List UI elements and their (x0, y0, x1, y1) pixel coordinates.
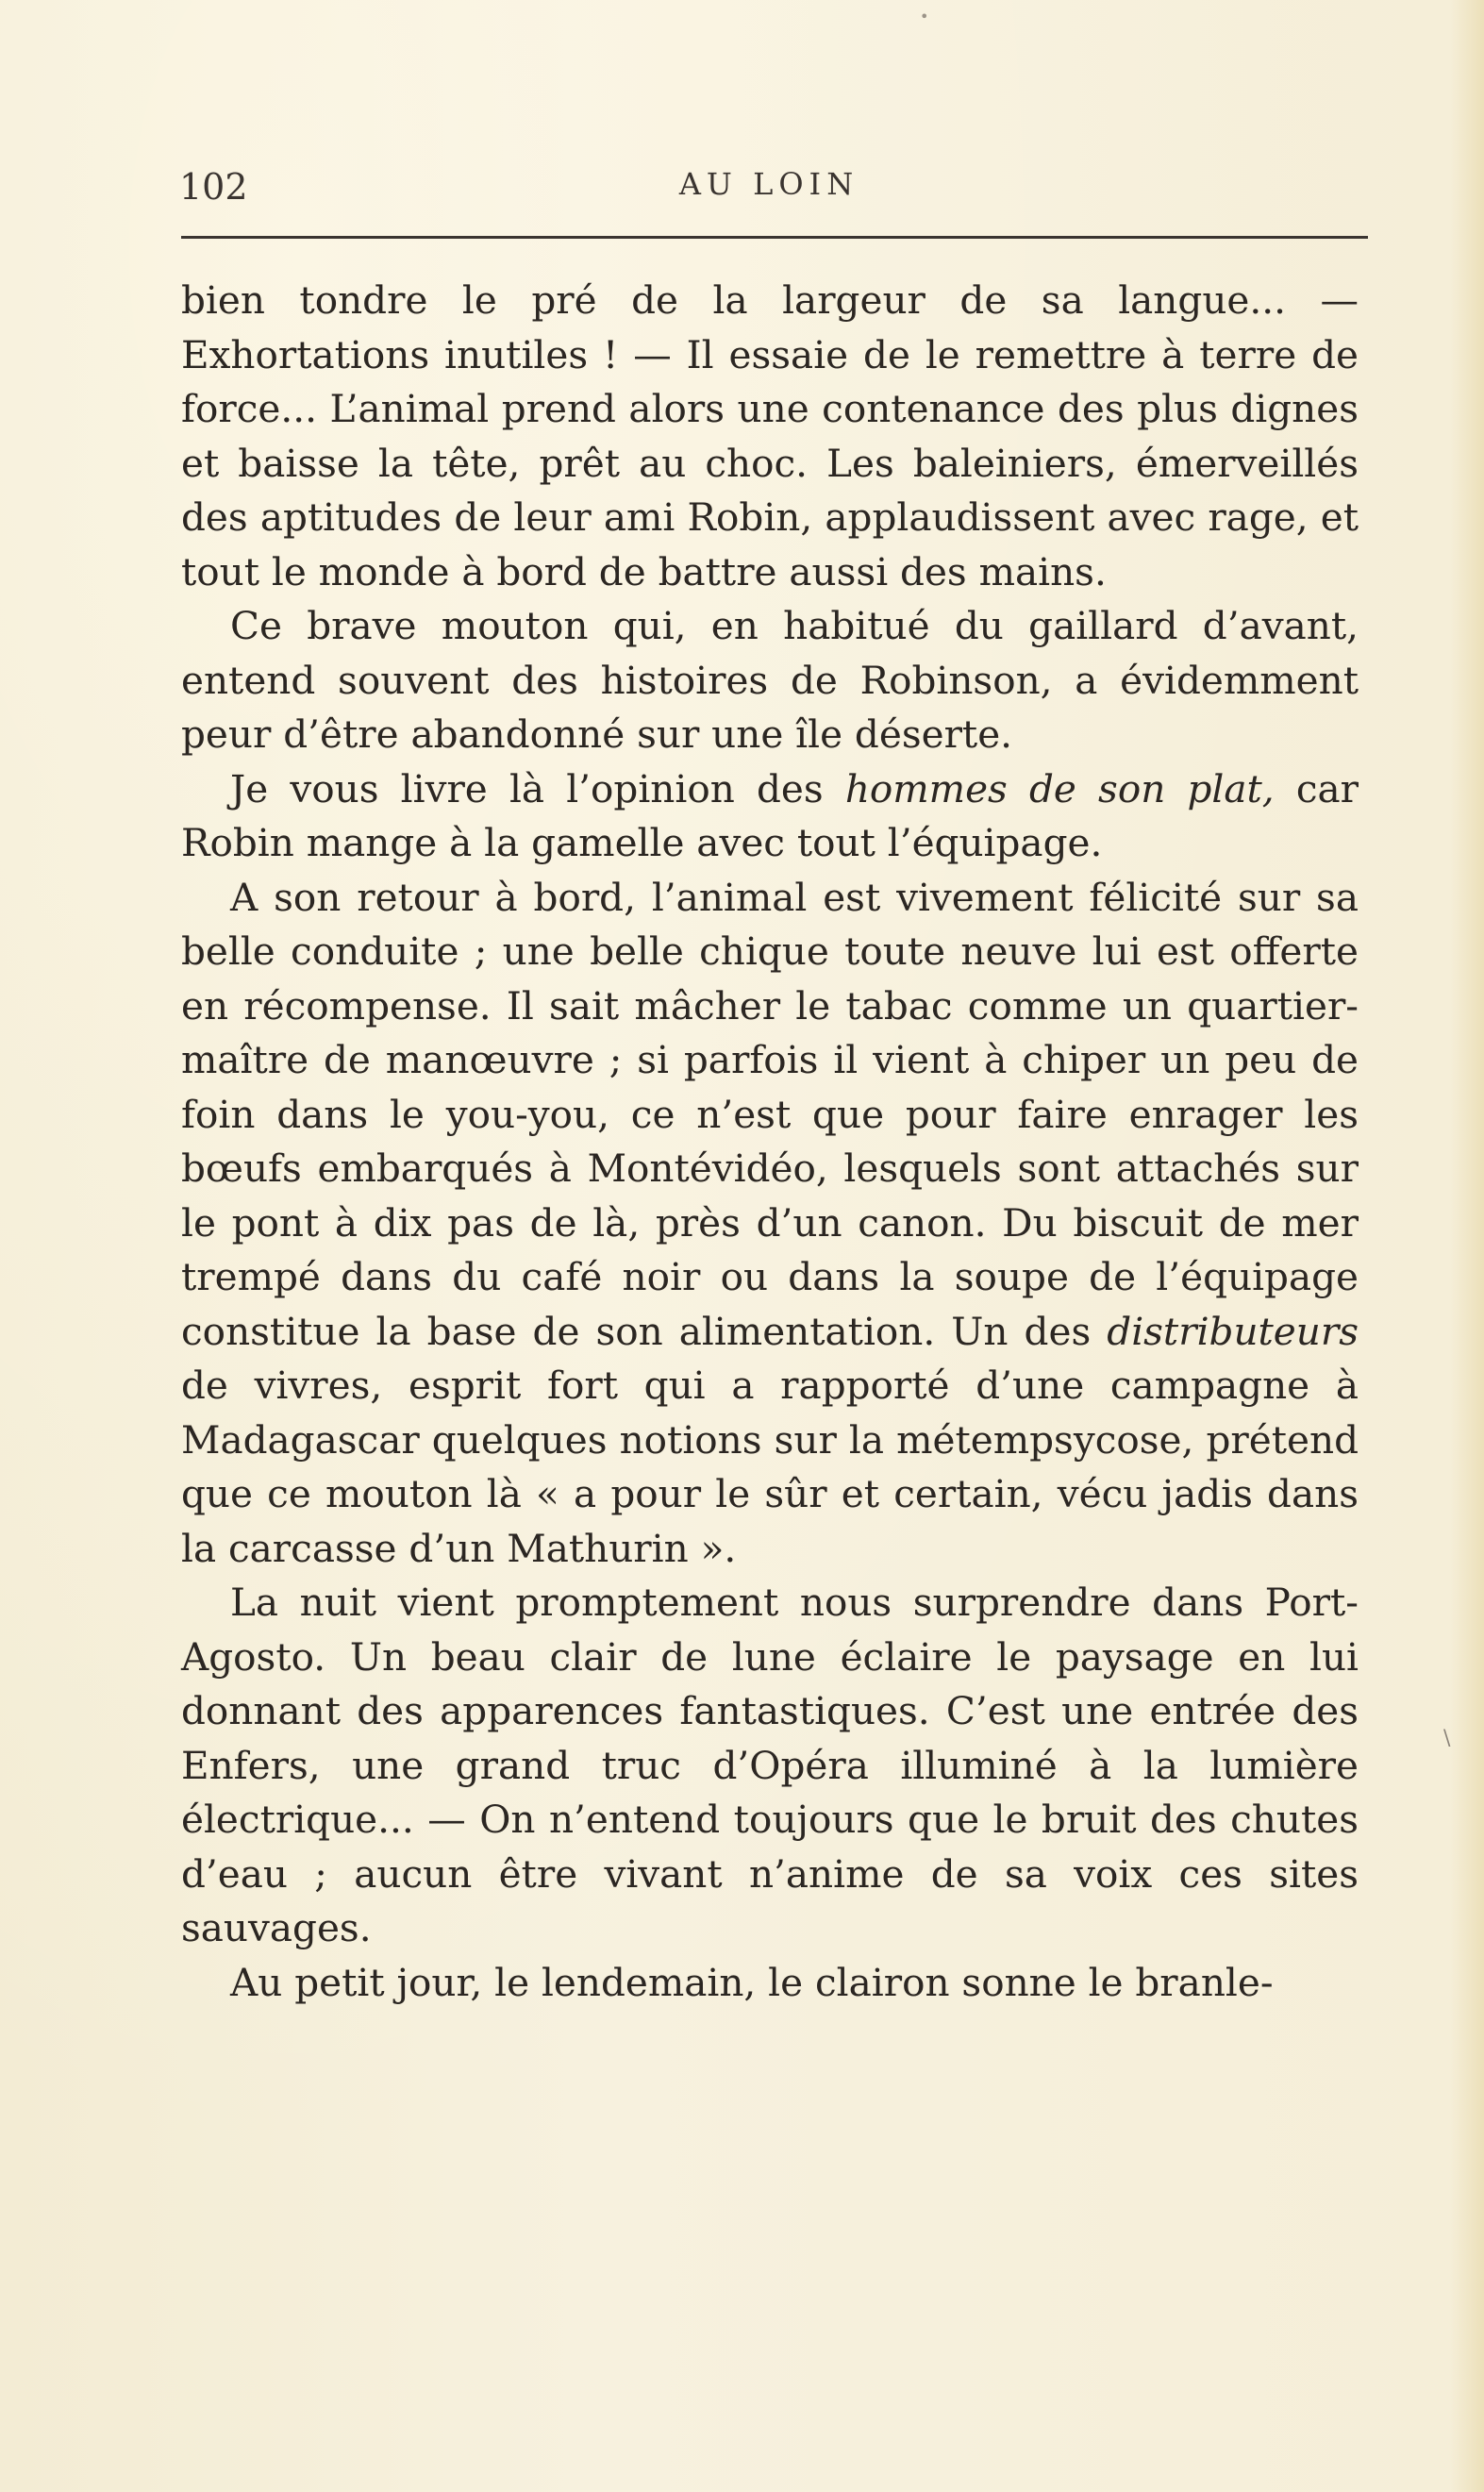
paragraph-3-text-before: Je vous livre là l’opinion des (230, 765, 845, 811)
paragraph-2 (181, 599, 1359, 762)
page-edge-shadow (1450, 0, 1484, 2492)
paper-speck: • (920, 8, 929, 25)
page-number: 102 (179, 166, 248, 208)
margin-mark: \ (1443, 1727, 1451, 1750)
header-rule (181, 236, 1368, 239)
paragraph-3 (181, 762, 1359, 871)
body-text (181, 274, 1359, 2010)
paragraph-4-text-before: A son retour à bord, l’animal est vivement félicité sur sa belle conduite ; une belle chique toute neuve lui est offerte en récompense. Il sait mâcher le tabac comme un quartier-maître de manœuvre ; si parfois il vient à chiper un peu de foin dans le you-you, ce n’est que pour faire enrager les bœufs embarqués à Montévidéo, lesquels sont attachés sur le pont à dix pas de là, près d’un canon. Du biscuit de mer trempé dans du café noir ou dans la soupe de l’équipage constitue la base de son alimentation. Un des (181, 874, 1359, 1354)
paragraph-1 (181, 274, 1359, 599)
page-header (179, 159, 1359, 215)
paragraph-5 (181, 1576, 1359, 1956)
paragraph-4-text-after: de vivres, esprit fort qui a rapporté d’une campagne à Madagascar quelques notions sur la métempsycose, prétend que ce mouton là « a pour le sûr et certain, vécu jadis dans la carcasse d’un Mathurin ». (181, 1363, 1359, 1571)
paragraph-6-text: Au petit jour, le lendemain, le clairon sonne le branle- (230, 1959, 1274, 2005)
paragraph-1-text: bien tondre le pré de la largeur de sa langue... — Exhortations inutiles ! — Il essaie de le remettre à terre de force... L’animal prend alors une contenance des plus dignes et baisse la tête, prêt au choc. Les baleiniers, émerveillés des aptitudes de leur ami Robin, applaudissent avec rage, et tout le monde à bord de battre aussi des mains. (181, 277, 1359, 594)
paragraph-4-italic: distributeurs (1107, 1308, 1359, 1354)
paragraph-3-italic: hommes de son plat, (844, 765, 1275, 811)
running-head: AU LOIN (678, 166, 859, 202)
paragraph-4 (181, 871, 1359, 1577)
paragraph-5-text: La nuit vient promptement nous surprendre dans Port-Agosto. Un beau clair de lune éclaire le paysage en lui donnant des apparences fantastiques. C’est une entrée des Enfers, une grand truc d’Opéra illuminé à la lumière électrique... — On n’entend toujours que le bruit des chutes d’eau ; aucun être vivant n’anime de sa voix ces sites sauvages. (181, 1580, 1359, 1950)
paragraph-3-text-after: car Robin mange à la gamelle avec tout l’équipage. (181, 765, 1359, 865)
paragraph-2-text: Ce brave mouton qui, en habitué du gaillard d’avant, entend souvent des histoires de Robinson, a évidemment peur d’être abandonné sur une île déserte. (181, 603, 1359, 757)
paragraph-6 (181, 1956, 1359, 2011)
